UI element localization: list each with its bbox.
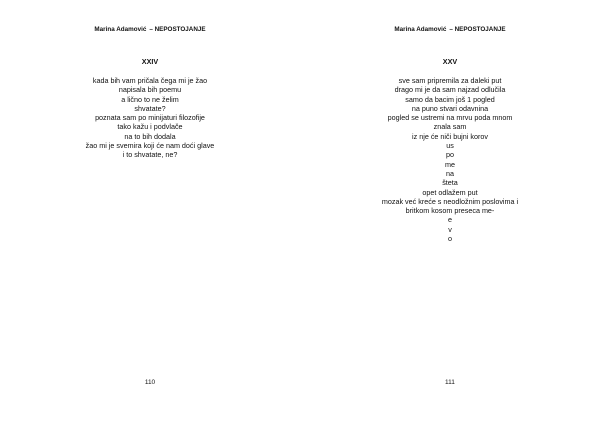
poem-line: britkom kosom preseca me- xyxy=(405,206,495,216)
poem-line: šteta xyxy=(442,178,458,188)
header-author: Marina Adamović xyxy=(94,26,147,33)
poem-line: znala sam xyxy=(433,122,467,132)
poem-title: XXIV xyxy=(141,57,159,66)
header-book-title: NEPOSTOJANJE xyxy=(154,26,206,33)
poem-line: v xyxy=(448,224,452,234)
poem-line: us xyxy=(446,141,454,151)
poem-line: shvatate? xyxy=(134,103,166,113)
poem-line: mozak već kreće s neodložnim poslovima i xyxy=(381,196,519,206)
poem-line: a lično to ne želim xyxy=(121,94,179,104)
poem-line: tako kažu i podvlače xyxy=(117,122,183,132)
poem-line: i to shvatate, ne? xyxy=(122,150,178,160)
poem-line: drago mi je da sam najzad odlučila xyxy=(394,85,506,95)
poem-title: XXV xyxy=(442,57,458,66)
poem-line: pogled se ustremi na mrvu poda mnom xyxy=(387,113,513,123)
poem-line: na xyxy=(446,168,454,178)
poem-line: opet odlažem put xyxy=(422,187,478,197)
poem-line: sve sam pripremila za daleki put xyxy=(398,76,502,85)
header-separator: – xyxy=(449,26,453,33)
poem-line: na to bih dodala xyxy=(124,131,176,141)
poem-line: me xyxy=(445,159,455,169)
poem-line: napisala bih poemu xyxy=(118,85,182,95)
header-book-title: NEPOSTOJANJE xyxy=(454,26,506,33)
header-separator: – xyxy=(149,26,153,33)
poem-line: samo da bacim još 1 pogled xyxy=(405,94,495,104)
poem-line: žao mi je svemira koji će nam doći glave xyxy=(85,141,215,151)
poem-line: iz nje će niči bujni korov xyxy=(412,131,488,141)
poem-line: e xyxy=(448,215,452,225)
poem-line: kada bih vam pričala čega mi je žao xyxy=(92,76,208,85)
running-header xyxy=(0,26,300,33)
running-header xyxy=(300,26,600,33)
poem-line: na puno stvari odavnina xyxy=(411,103,489,113)
poem-body xyxy=(300,76,600,243)
poem-line: po xyxy=(446,150,454,160)
page-number: 111 xyxy=(445,379,455,386)
poem-line: poznata sam po minijaturi filozofije xyxy=(95,113,205,123)
header-author: Marina Adamović xyxy=(394,26,447,33)
right-page xyxy=(300,0,600,425)
page-number: 110 xyxy=(144,379,156,386)
poem-body xyxy=(0,76,300,160)
poem-line: o xyxy=(448,234,452,244)
